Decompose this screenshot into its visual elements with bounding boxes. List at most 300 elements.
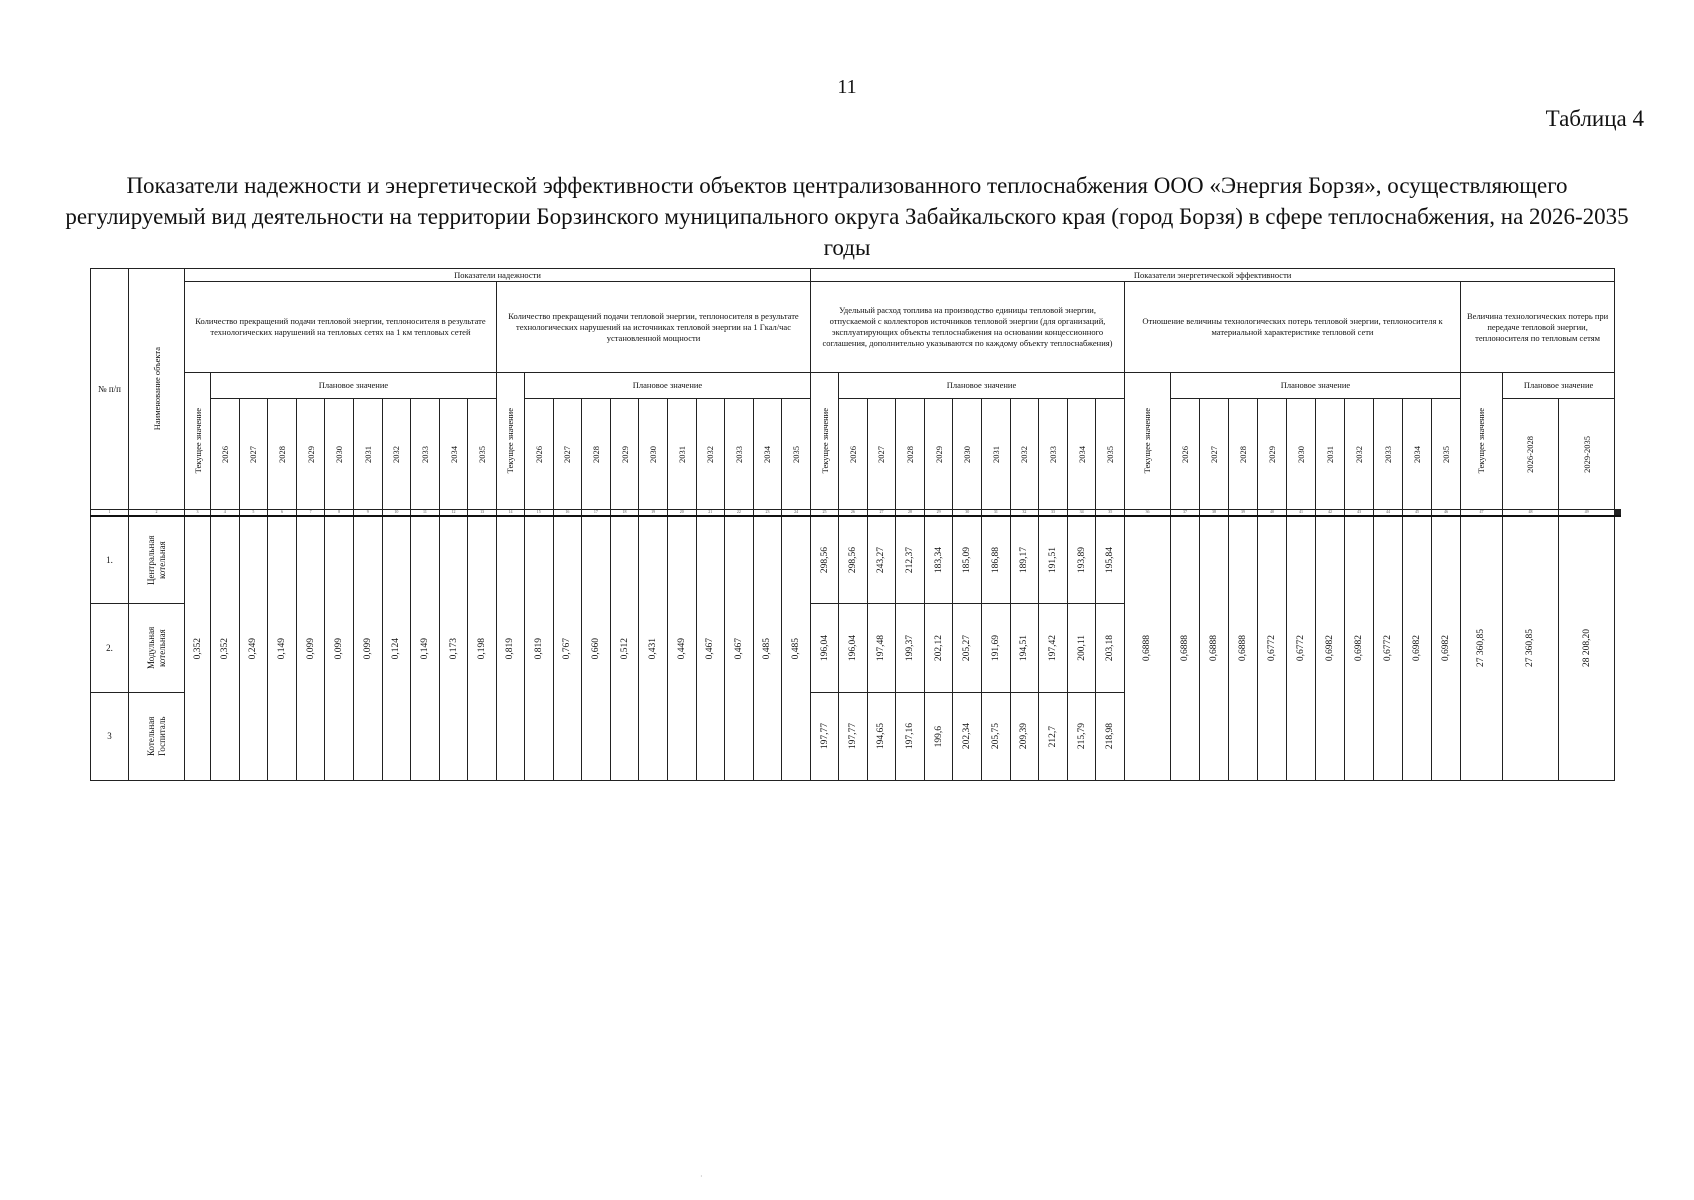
sub3-current-value [811, 516, 839, 604]
sub1-current-value-text: 0,352 [192, 637, 203, 659]
sub1-planned-value-text: 0,173 [448, 637, 459, 659]
sub3-planned-value-text: 197,16 [905, 723, 916, 750]
sub3-planned-value-text: 202,12 [933, 634, 944, 662]
column-number: 42 [1315, 510, 1344, 516]
header-sub2-year [639, 399, 668, 510]
sub2-planned-value-text: 0,467 [733, 637, 744, 659]
column-number: 18 [610, 510, 639, 516]
column-number: 35 [1096, 510, 1125, 516]
sub1-planned-value-text: 0,149 [276, 637, 287, 659]
header-sub3-planned: Плановое значение [839, 373, 1125, 399]
sub3-planned-value-text: 186,88 [990, 546, 1001, 573]
header-sub3-year [953, 399, 982, 510]
column-number: 1 [91, 510, 129, 516]
sub4-planned-value-text: 0,6982 [1411, 635, 1422, 662]
sub3-planned-value-text: 203,18 [1105, 634, 1116, 662]
sub4-planned-value [1344, 516, 1373, 781]
indicators-table [90, 268, 1621, 781]
header-sub1-year-text: 2031 [362, 445, 373, 463]
sub3-planned-value-text: 185,09 [962, 546, 973, 573]
header-sub2-year [582, 399, 611, 510]
header-sub1-year [439, 399, 468, 510]
header-sub1-year [211, 399, 240, 510]
sub1-planned-value-text: 0,198 [477, 637, 488, 659]
sub2-planned-value [553, 516, 582, 781]
sub5-planned-value [1558, 516, 1614, 781]
sub3-planned-value [1010, 604, 1039, 692]
header-sub3-year-text: 2033 [1048, 445, 1058, 463]
sub3-planned-value [1096, 604, 1125, 692]
sub2-planned-value [753, 516, 782, 781]
column-number: 6 [268, 510, 297, 516]
header-sub2-year [667, 399, 696, 510]
sub3-planned-value [839, 516, 868, 604]
sub2-planned-value-text: 0,660 [590, 637, 601, 659]
column-number: 38 [1199, 510, 1228, 516]
sub3-planned-value [867, 516, 896, 604]
header-sub4-year-text: 2028 [1237, 445, 1248, 463]
header-sub3-year [982, 399, 1011, 510]
column-number: 19 [639, 510, 668, 516]
sub4-planned-value [1199, 516, 1228, 781]
sub3-planned-value [1010, 516, 1039, 604]
column-number: 16 [553, 510, 582, 516]
header-sub4-year-text: 2033 [1382, 445, 1393, 463]
header-sub5-period [1502, 399, 1558, 510]
header-sub3-year-text: 2030 [962, 445, 973, 463]
sub1-planned-value-text: 0,149 [419, 637, 430, 659]
header-sub5-current-text: Текущее значение [1476, 408, 1487, 474]
header-sub2-year [753, 399, 782, 510]
scan-mark: · [700, 1172, 703, 1181]
sub3-planned-value-text: 202,34 [962, 723, 973, 750]
header-sub2-year [696, 399, 725, 510]
document-title: Показатели надежности и энергетической эффективности объектов централизованного теплоснабжения ООО «Энергия Борзя», осуществляющего регулируемый вид деятельности на территории Борзинского муниципального округа Забайкальского края (город Борзя) в сфере теплоснабжения, на 2026-2035 годы [65, 173, 1629, 260]
column-number: 8 [325, 510, 354, 516]
header-sub2-year-text: 2027 [562, 445, 573, 463]
header-sub2-year [725, 399, 754, 510]
header-sub1: Количество прекращений подачи тепловой энергии, теплоносителя в результате технологических нарушений на тепловых сетях на 1 км тепловых сетей [185, 282, 497, 373]
sub3-planned-value-text: 193,89 [1076, 546, 1087, 573]
sub1-planned-value [296, 516, 325, 781]
sub5-planned-value [1502, 516, 1558, 781]
sub4-planned-value-text: 0,6888 [1237, 635, 1248, 662]
header-object-name-text: Наименование объекта [151, 347, 162, 431]
table-row [91, 516, 1621, 604]
column-number: 4 [211, 510, 240, 516]
column-number: 49 [1558, 510, 1614, 516]
header-sub4-year-text: 2034 [1411, 445, 1422, 463]
sub3-planned-value-text: 197,48 [876, 634, 887, 662]
header-sub1-year [468, 399, 497, 510]
header-sub3-year-text: 2034 [1076, 445, 1087, 463]
header-sub4-year [1373, 399, 1402, 510]
sub3-planned-value-text: 194,51 [1019, 634, 1030, 662]
sub1-planned-value-text: 0,099 [334, 637, 345, 659]
header-sub3-current-text: Текущее значение [819, 408, 830, 474]
header-sub2-year-text: 2032 [705, 445, 716, 463]
column-number: 34 [1067, 510, 1096, 516]
header-sub2-year [610, 399, 639, 510]
header-object-name [129, 269, 185, 510]
header-sub1-year-text: 2035 [477, 445, 488, 463]
column-number: 15 [524, 510, 553, 516]
header-sub3: Удельный расход топлива на производство единицы тепловой энергии, отпускаемой с коллекторов источников тепловой энергии (для организаций, эксплуатирующих объекты теплоснабжения на основании концессионного соглашения, дополнительно указываются по каждому объекту теплоснабжения) [811, 282, 1125, 373]
header-sub4-year [1344, 399, 1373, 510]
header-sub2-current-text: Текущее значение [505, 408, 516, 474]
header-sub2-year-text: 2029 [619, 445, 630, 463]
header-sub1-year [325, 399, 354, 510]
header-sub3-year [1039, 399, 1068, 510]
sub2-planned-value-text: 0,767 [562, 637, 573, 659]
sub4-planned-value [1286, 516, 1315, 781]
column-number: 48 [1502, 510, 1558, 516]
sub4-current-value [1124, 516, 1170, 781]
header-sub4-year [1431, 399, 1460, 510]
object-name-text: Центральная котельная [145, 535, 167, 585]
sub3-planned-value-text: 197,77 [847, 723, 858, 750]
column-number: 7 [296, 510, 325, 516]
sub3-planned-value [896, 692, 925, 780]
header-sub1-year-text: 2034 [448, 445, 459, 463]
sub2-current-value-text: 0,819 [505, 637, 516, 659]
column-number: 11 [411, 510, 440, 516]
sub1-planned-value-text: 0,124 [391, 637, 402, 659]
column-number: 25 [811, 510, 839, 516]
header-sub4-year-text: 2035 [1440, 445, 1451, 463]
sub3-planned-value-text: 183,34 [933, 546, 944, 573]
sub1-current-value [185, 516, 211, 781]
column-number: 21 [696, 510, 725, 516]
row-number: 2. [91, 604, 129, 692]
column-number: 5 [239, 510, 268, 516]
column-number: 39 [1228, 510, 1257, 516]
row-number: 3 [91, 692, 129, 780]
sub2-planned-value [639, 516, 668, 781]
sub5-planned-value-text: 27 360,85 [1525, 629, 1536, 668]
sub4-planned-value-text: 0,6772 [1266, 635, 1277, 662]
column-number: 20 [667, 510, 696, 516]
sub4-planned-value-text: 0,6772 [1382, 635, 1393, 662]
sub4-planned-value [1257, 516, 1286, 781]
header-sub4-year [1257, 399, 1286, 510]
sub3-planned-value-text: 199,37 [905, 634, 916, 662]
sub3-current-value-text: 196,04 [819, 634, 830, 662]
sub3-planned-value-text: 197,42 [1048, 634, 1058, 662]
sub3-planned-value [1039, 516, 1068, 604]
sub1-planned-value-text: 0,352 [219, 637, 230, 659]
column-number: 23 [753, 510, 782, 516]
header-sub1-year-text: 2027 [248, 445, 259, 463]
sub3-planned-value [896, 604, 925, 692]
sub3-planned-value [924, 516, 953, 604]
sub3-planned-value-text: 196,04 [847, 634, 858, 662]
sub3-planned-value [982, 604, 1011, 692]
header-sub2-year-text: 2026 [533, 445, 544, 463]
sub4-planned-value [1228, 516, 1257, 781]
sub3-planned-value-text: 243,27 [876, 546, 887, 573]
header-sub1-year [382, 399, 411, 510]
header-sub3-year [896, 399, 925, 510]
column-number: 37 [1170, 510, 1199, 516]
sub2-planned-value [524, 516, 553, 781]
header-sub4-year-text: 2027 [1208, 445, 1219, 463]
header-sub1-year-text: 2029 [305, 445, 316, 463]
sub3-current-value-text: 197,77 [819, 723, 830, 750]
sub2-planned-value-text: 0,819 [533, 637, 544, 659]
sub3-planned-value-text: 212,37 [905, 546, 916, 573]
sub3-planned-value [867, 692, 896, 780]
sub3-current-value [811, 604, 839, 692]
header-sub3-year [867, 399, 896, 510]
sub1-planned-value [439, 516, 468, 781]
header-sub2-year-text: 2031 [676, 445, 687, 463]
sub1-planned-value [268, 516, 297, 781]
sub5-current-value-text: 27 360,85 [1476, 629, 1487, 668]
sub3-planned-value [953, 692, 982, 780]
column-number: 26 [839, 510, 868, 516]
sub3-planned-value-text: 215,79 [1076, 723, 1087, 750]
sub2-planned-value [667, 516, 696, 781]
sub5-planned-value-text: 28 208,20 [1581, 629, 1592, 668]
sub1-planned-value [325, 516, 354, 781]
header-sub4-current [1124, 373, 1170, 510]
header-sub5-period [1558, 399, 1614, 510]
header-sub1-year-text: 2032 [391, 445, 402, 463]
column-number: 13 [468, 510, 497, 516]
sub3-planned-value-text: 205,75 [990, 723, 1001, 750]
sub3-planned-value [1096, 516, 1125, 604]
column-number: 33 [1039, 510, 1068, 516]
header-sub2-year-text: 2028 [590, 445, 601, 463]
header-sub5-planned: Плановое значение [1502, 373, 1614, 399]
column-number: 9 [353, 510, 382, 516]
header-sub5-period-text: 2029-2035 [1581, 435, 1592, 473]
sub3-planned-value [1039, 604, 1068, 692]
header-sub3-year [1096, 399, 1125, 510]
column-number: 46 [1431, 510, 1460, 516]
header-sub3-year-text: 2028 [905, 445, 916, 463]
header-sub2-year-text: 2035 [791, 445, 802, 463]
object-name-text: Модульная котельная [145, 626, 167, 670]
sub4-planned-value [1402, 516, 1431, 781]
row-number: 1. [91, 516, 129, 604]
sub1-planned-value [411, 516, 440, 781]
sub3-planned-value-text: 218,98 [1105, 723, 1116, 750]
sub2-planned-value [582, 516, 611, 781]
header-sub2: Количество прекращений подачи тепловой энергии, теплоносителя в результате технологических нарушений на источниках тепловой энергии на 1 Гкал/час установленной мощности [496, 282, 810, 373]
object-name [129, 516, 185, 604]
column-number: 24 [782, 510, 811, 516]
header-sub3-year [924, 399, 953, 510]
header-sub1-year [296, 399, 325, 510]
column-number: 3 [185, 510, 211, 516]
column-number: 40 [1257, 510, 1286, 516]
column-number: 22 [725, 510, 754, 516]
sub4-planned-value [1315, 516, 1344, 781]
sub4-planned-value [1373, 516, 1402, 781]
column-number: 12 [439, 510, 468, 516]
sub4-planned-value-text: 0,6888 [1179, 635, 1190, 662]
header-sub1-current [185, 373, 211, 510]
header-sub1-year-text: 2028 [276, 445, 287, 463]
sub3-planned-value-text: 205,27 [962, 634, 973, 662]
sub3-planned-value-text: 298,56 [847, 546, 858, 573]
header-sub2-year-text: 2033 [733, 445, 744, 463]
object-name [129, 692, 185, 780]
header-sub4-year [1199, 399, 1228, 510]
sub3-current-value [811, 692, 839, 780]
header-sub4-planned: Плановое значение [1170, 373, 1460, 399]
sub4-planned-value-text: 0,6982 [1353, 635, 1364, 662]
sub2-planned-value-text: 0,512 [619, 637, 630, 659]
sub3-planned-value [839, 692, 868, 780]
column-number: 47 [1460, 510, 1502, 516]
header-sub2-year [553, 399, 582, 510]
sub2-planned-value [696, 516, 725, 781]
sub2-planned-value [610, 516, 639, 781]
sub3-planned-value [1010, 692, 1039, 780]
header-sub4: Отношение величины технологических потерь тепловой энергии, теплоносителя к материальной характеристике тепловой сети [1124, 282, 1460, 373]
sub3-planned-value-text: 212,7 [1048, 725, 1058, 748]
column-number: 27 [867, 510, 896, 516]
header-sub5: Величина технологических потерь при передаче тепловой энергии, теплоносителя по тепловым сетям [1460, 282, 1614, 373]
header-sub3-year-text: 2026 [847, 445, 858, 463]
column-number: 29 [924, 510, 953, 516]
sub2-planned-value-text: 0,431 [648, 637, 659, 659]
table-label: Таблица 4 [1545, 106, 1644, 131]
sub4-current-value-text: 0,6888 [1142, 635, 1153, 662]
column-number: 44 [1373, 510, 1402, 516]
header-sub1-current-text: Текущее значение [192, 408, 203, 474]
header-sub1-year [268, 399, 297, 510]
header-sub2-year [524, 399, 553, 510]
object-name [129, 604, 185, 692]
sub2-planned-value-text: 0,485 [762, 637, 773, 659]
header-sub4-year [1228, 399, 1257, 510]
sub3-planned-value-text: 195,84 [1105, 546, 1116, 573]
column-number: 2 [129, 510, 185, 516]
sub3-planned-value [1096, 692, 1125, 780]
sub1-planned-value [211, 516, 240, 781]
sub3-planned-value [1067, 692, 1096, 780]
column-number: 31 [982, 510, 1011, 516]
sub4-planned-value-text: 0,6982 [1440, 635, 1451, 662]
sub3-planned-value [839, 604, 868, 692]
sub4-planned-value [1170, 516, 1199, 781]
header-sub3-year-text: 2031 [990, 445, 1001, 463]
sub3-planned-value [924, 604, 953, 692]
header-sub1-year [353, 399, 382, 510]
header-sub3-year-text: 2035 [1105, 445, 1116, 463]
sub3-planned-value-text: 191,51 [1048, 546, 1058, 573]
header-reliability-group: Показатели надежности [185, 269, 811, 282]
header-sub4-year-text: 2032 [1353, 445, 1364, 463]
sub3-planned-value [1067, 604, 1096, 692]
column-number: 10 [382, 510, 411, 516]
header-sub2-year-text: 2030 [648, 445, 659, 463]
sub4-planned-value [1431, 516, 1460, 781]
sub3-planned-value [1067, 516, 1096, 604]
column-number: 17 [582, 510, 611, 516]
header-sub2-planned: Плановое значение [524, 373, 810, 399]
column-number [1620, 510, 1621, 516]
sub5-current-value [1460, 516, 1502, 781]
column-number: 28 [896, 510, 925, 516]
header-sub4-year-text: 2029 [1266, 445, 1277, 463]
header-sub1-year [239, 399, 268, 510]
header-sub3-current [811, 373, 839, 510]
sub2-planned-value-text: 0,449 [676, 637, 687, 659]
header-sub4-year [1170, 399, 1199, 510]
header-sub5-current [1460, 373, 1502, 510]
sub3-planned-value [953, 604, 982, 692]
header-sub1-year-text: 2033 [419, 445, 430, 463]
header-number: № п/п [91, 269, 129, 510]
sub2-planned-value [782, 516, 811, 781]
page-number: 11 [837, 76, 857, 98]
header-sub2-current [496, 373, 524, 510]
header-sub4-year [1402, 399, 1431, 510]
header-sub1-planned: Плановое значение [211, 373, 497, 399]
sub3-planned-value [924, 692, 953, 780]
object-name-text: Котельная Госпиталь [145, 716, 167, 757]
header-sub3-year [839, 399, 868, 510]
header-sub5-period-text: 2026-2028 [1525, 435, 1536, 473]
header-sub1-year [411, 399, 440, 510]
sub3-planned-value [867, 604, 896, 692]
header-sub4-year-text: 2026 [1179, 445, 1190, 463]
sub3-planned-value [953, 516, 982, 604]
sub3-planned-value [982, 692, 1011, 780]
sub1-planned-value [468, 516, 497, 781]
header-sub1-year-text: 2030 [334, 445, 345, 463]
sub1-planned-value-text: 0,099 [305, 637, 316, 659]
sub2-planned-value-text: 0,485 [791, 637, 802, 659]
sub3-current-value-text: 298,56 [819, 546, 830, 573]
header-sub3-year-text: 2027 [876, 445, 887, 463]
header-energy-group: Показатели энергетической эффективности [811, 269, 1615, 282]
sub3-planned-value-text: 209,39 [1019, 723, 1030, 750]
sub3-planned-value-text: 189,17 [1019, 546, 1030, 573]
header-sub4-year-text: 2030 [1295, 445, 1306, 463]
header-sub3-year-text: 2029 [933, 445, 944, 463]
sub3-planned-value [1039, 692, 1068, 780]
sub1-planned-value [239, 516, 268, 781]
column-number: 32 [1010, 510, 1039, 516]
header-sub3-year [1010, 399, 1039, 510]
column-number: 30 [953, 510, 982, 516]
sub3-planned-value-text: 199,6 [933, 725, 944, 748]
column-number: 36 [1124, 510, 1170, 516]
sub2-planned-value [725, 516, 754, 781]
sub1-planned-value-text: 0,099 [362, 637, 373, 659]
header-sub2-year-text: 2034 [762, 445, 773, 463]
header-sub1-year-text: 2026 [219, 445, 230, 463]
column-number: 43 [1344, 510, 1373, 516]
sub3-planned-value-text: 200,11 [1076, 635, 1087, 661]
column-number: 41 [1286, 510, 1315, 516]
sub1-planned-value-text: 0,249 [248, 637, 259, 659]
sub1-planned-value [353, 516, 382, 781]
sub4-planned-value-text: 0,6772 [1295, 635, 1306, 662]
column-number: 14 [496, 510, 524, 516]
header-sub4-current-text: Текущее значение [1142, 408, 1153, 474]
header-sub3-year-text: 2032 [1019, 445, 1030, 463]
sub3-planned-value [896, 516, 925, 604]
header-sub4-year [1286, 399, 1315, 510]
sub2-planned-value-text: 0,467 [705, 637, 716, 659]
